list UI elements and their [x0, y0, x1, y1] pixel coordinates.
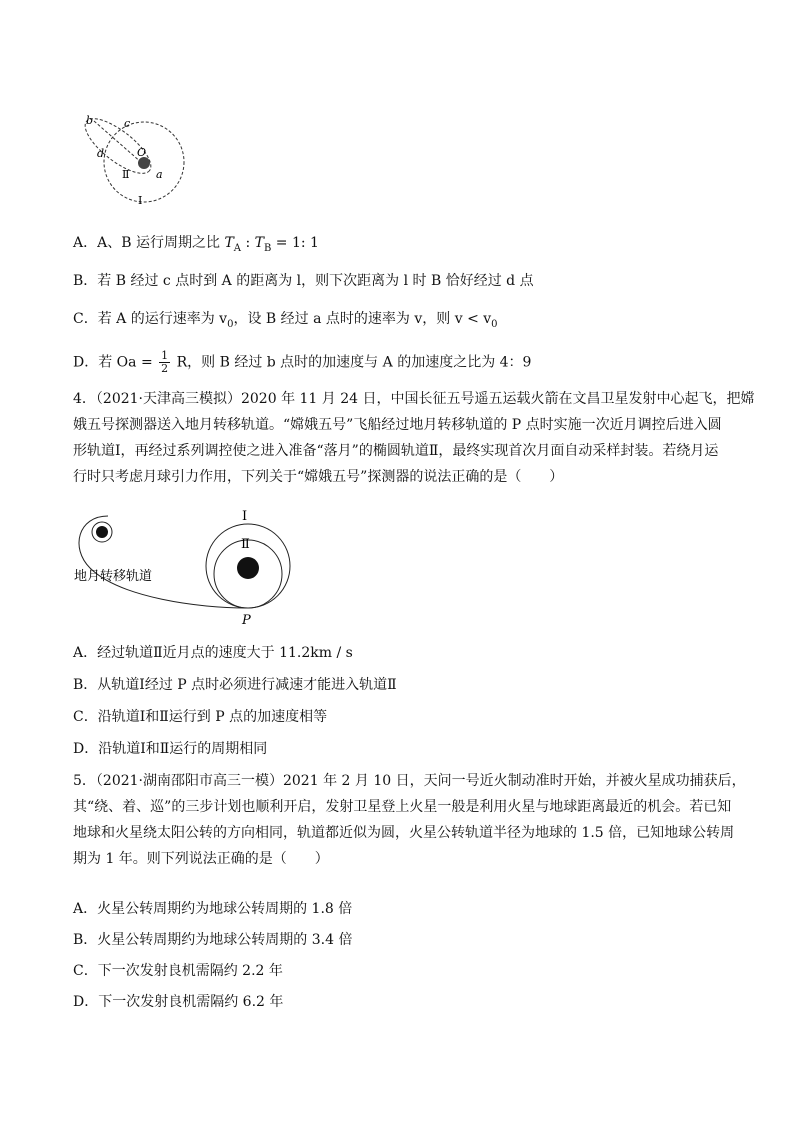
label-orbit-II: Ⅱ: [241, 537, 250, 552]
label-b: b: [86, 114, 94, 127]
q5-option-c: C．下一次发射良机需隔约 2.2 年: [73, 963, 283, 979]
fraction: $\frac{1}{2}$: [161, 349, 169, 375]
q4-option-d: D．沿轨道Ⅰ和Ⅱ运行的周期相同: [73, 741, 268, 757]
label-I: Ⅰ: [138, 194, 143, 207]
q5-option-b: B．火星公转周期约为地球公转周期的 3.4 倍: [73, 932, 353, 948]
q5-option-d: D．下一次发射良机需隔约 6.2 年: [73, 994, 284, 1010]
label-d: d: [97, 147, 105, 160]
orbit-diagram-1: [80, 110, 195, 210]
lunar-orbit-diagram: [70, 508, 310, 628]
label-II: Ⅱ: [122, 168, 130, 181]
label-a: a: [156, 168, 163, 181]
label-orbit-I: Ⅰ: [242, 509, 248, 524]
q4-stem: 4．（2021·天津高三模拟）2020 年 11 月 24 日，中国长征五号遥五运载火箭在文昌卫星发射中心起飞，把嫦 娥五号探测器送入地月转移轨道。“嫦娥五号”飞船经过地月转移轨道的 P 点时实施一次近月调控后进入圆 形轨道Ⅰ，再经过系列调控使之进入准备“落月”的椭圆轨道Ⅱ，最终实现首次月面自动采样封装。若绕月运 行时只考虑月球引力作用，下列关于“嫦娥五号”探测器的说法正确的是（ ）: [73, 391, 755, 485]
label-O: O: [137, 146, 147, 159]
q3-option-c: C．若 A 的运行速率为 $v_0$，设 B 经过 a 点时的速率为 v，则 $v < v_0$: [73, 311, 498, 330]
moon: [237, 557, 259, 579]
label-point-P: P: [242, 613, 251, 628]
q5-option-a: A．火星公转周期约为地球公转周期的 1.8 倍: [73, 901, 353, 917]
q3-option-d: D．若 Oa = $\frac{1}{2}$ R，则 B 经过 b 点时的加速度与 A 的加速度之比为 4：9: [73, 349, 532, 375]
q5-stem: 5．（2021·湖南邵阳市高三一模）2021 年 2 月 10 日，天问一号近火制动准时开始，并被火星成功捕获后， 其“绕、着、巡”的三步计划也顺利开启，发射卫星登上火星一般是利用火星与地球距离最近的机会。若已知 地球和火星绕太阳公转的方向相同，轨道都近似为圆，火星公转轨道半径为地球的 1.5 倍，已知地球公转周 期为 1 年。则下列说法正确的是（ ）: [73, 773, 746, 867]
q4-option-b: B．从轨道Ⅰ经过 P 点时必须进行减速才能进入轨道Ⅱ: [73, 677, 397, 693]
q4-option-a: A．经过轨道Ⅱ近月点的速度大于 11.2km / s: [73, 645, 353, 661]
q3-option-a: A．A、B 运行周期之比 $T_A$ : $T_B = 1$: 1: [73, 235, 319, 254]
earth: [96, 526, 108, 538]
label-c: c: [124, 117, 131, 130]
q3-option-b: B．若 B 经过 c 点时到 A 的距离为 l，则下次距离为 l 时 B 恰好经过 d 点: [73, 273, 534, 289]
q4-option-c: C．沿轨道Ⅰ和Ⅱ运行到 P 点的加速度相等: [73, 709, 328, 725]
label-transfer-orbit: 地月转移轨道: [74, 569, 153, 584]
